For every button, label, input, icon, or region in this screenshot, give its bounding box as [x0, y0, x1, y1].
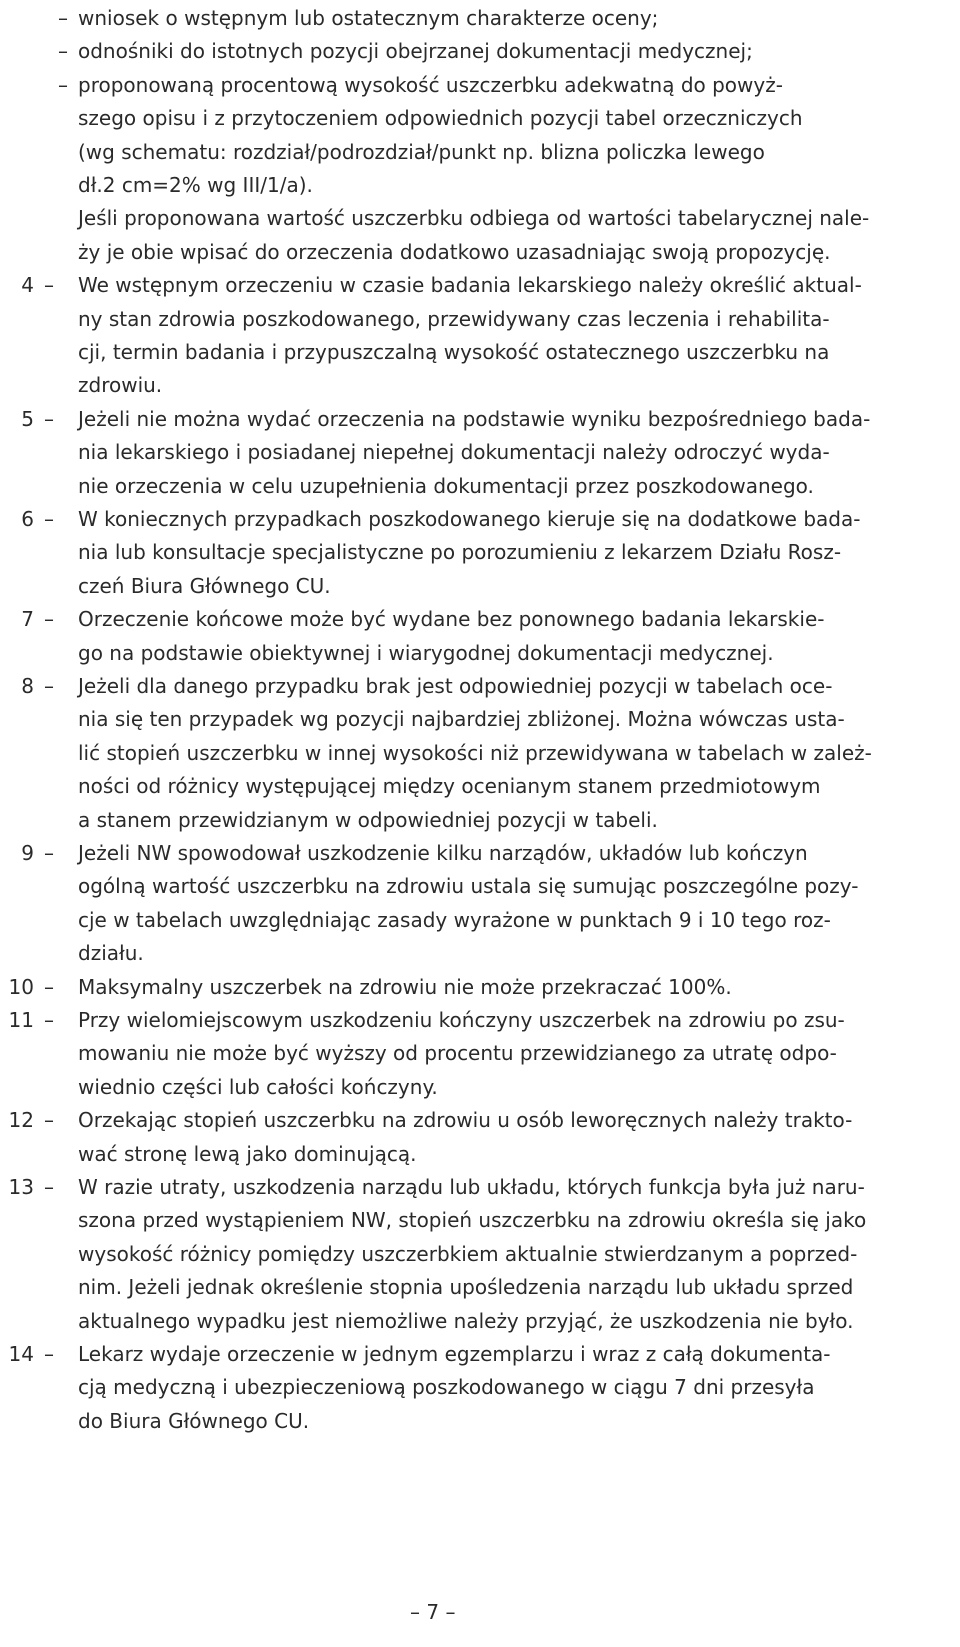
- text-line: [0, 1071, 960, 1104]
- item-number: 14: [8, 1342, 34, 1366]
- line-text: cje w tabelach uwzględniając zasady wyrażone w punktach 9 i 10 tego roz-: [78, 907, 831, 932]
- line-text: nia się ten przypadek wg pozycji najbardziej zbliżonej. Można wówczas usta-: [78, 707, 845, 732]
- line-text: proponowaną procentową wysokość uszczerbku adekwatną do powyż-: [78, 72, 783, 97]
- text-line: [0, 1305, 960, 1338]
- text-line: [0, 403, 960, 436]
- text-line: [0, 1104, 960, 1137]
- item-number: 5: [21, 406, 34, 431]
- line-text: Orzeczenie końcowe może być wydane bez ponownego badania lekarskie-: [78, 607, 825, 632]
- text-line: [0, 1204, 960, 1237]
- text-line: [0, 1338, 960, 1371]
- text-line: [0, 603, 960, 636]
- text-line: [0, 937, 960, 970]
- line-text: ności od różnicy występującej między ocenianym stanem przedmiotowym: [78, 774, 821, 799]
- text-line: [0, 1238, 960, 1271]
- line-text: dł.2 cm=2% wg III/1/a).: [78, 173, 313, 197]
- line-text: nia lub konsultacje specjalistyczne po porozumieniu z lekarzem Działu Rosz-: [78, 540, 842, 565]
- line-text: czeń Biura Głównego CU.: [78, 573, 331, 598]
- text-line: [0, 102, 960, 135]
- line-text: lić stopień uszczerbku w innej wysokości niż przewidywana w tabelach w zależ-: [78, 740, 872, 765]
- line-text: odnośniki do istotnych pozycji obejrzanej dokumentacji medycznej;: [78, 39, 753, 64]
- item-dash: –: [44, 1108, 54, 1133]
- line-text: cji, termin badania i przypuszczalną wysokość ostatecznego uszczerbku na: [78, 340, 830, 364]
- text-line: [0, 870, 960, 903]
- text-line: [0, 737, 960, 770]
- line-text: działu.: [78, 941, 144, 966]
- item-dash: –: [44, 1008, 54, 1032]
- line-text: cją medyczną i ubezpieczeniową poszkodowanego w ciągu 7 dni przesyła: [78, 1375, 815, 1400]
- line-text: ży je obie wpisać do orzeczenia dodatkowo uzasadniając swoją propozycję.: [78, 239, 831, 264]
- item-dash: –: [58, 6, 68, 30]
- line-text: Jeżeli dla danego przypadku brak jest odpowiedniej pozycji w tabelach oce-: [78, 674, 833, 698]
- text-line: [0, 770, 960, 803]
- item-dash: –: [44, 1342, 54, 1366]
- text-line: [0, 703, 960, 736]
- text-line: [0, 69, 960, 102]
- line-text: W koniecznych przypadkach poszkodowanego kieruje się na dodatkowe bada-: [78, 507, 861, 531]
- line-text: nim. Jeżeli jednak określenie stopnia upośledzenia narządu lub układu sprzed: [78, 1275, 854, 1300]
- text-line: [0, 35, 960, 68]
- item-dash: –: [58, 72, 68, 97]
- line-text: nie orzeczenia w celu uzupełnienia dokumentacji przez poszkodowanego.: [78, 473, 814, 498]
- text-line: [0, 1405, 960, 1438]
- text-line: [0, 1004, 960, 1037]
- text-line: [0, 1037, 960, 1070]
- text-line: [0, 804, 960, 837]
- line-text: zdrowiu.: [78, 373, 163, 398]
- line-text: Jeśli proponowana wartość uszczerbku odbiega od wartości tabelarycznej nale-: [78, 206, 870, 231]
- item-number: 6: [21, 507, 34, 531]
- item-number: 4: [21, 273, 34, 298]
- text-line: [0, 570, 960, 603]
- text-line: [0, 202, 960, 235]
- item-number: 12: [8, 1108, 34, 1133]
- text-line: [0, 369, 960, 402]
- line-text: wysokość różnicy pomiędzy uszczerbkiem aktualnie stwierdzanym a poprzed-: [78, 1241, 858, 1266]
- item-dash: –: [44, 406, 54, 431]
- line-text: Przy wielomiejscowym uszkodzeniu kończyny uszczerbek na zdrowiu po zsu-: [78, 1008, 845, 1032]
- text-line: [0, 536, 960, 569]
- text-line: [0, 2, 960, 35]
- line-text: aktualnego wypadku jest niemożliwe należy przyjąć, że uszkodzenia nie było.: [78, 1308, 854, 1333]
- line-text: W razie utraty, uszkodzenia narządu lub układu, których funkcja była już naru-: [78, 1175, 865, 1199]
- line-text: Jeżeli NW spowodował uszkodzenie kilku narządów, układów lub kończyn: [78, 841, 808, 865]
- line-text: a stanem przewidzianym w odpowiedniej pozycji w tabeli.: [78, 807, 658, 832]
- text-line: [0, 470, 960, 503]
- item-dash: –: [44, 841, 54, 865]
- line-text: Orzekając stopień uszczerbku na zdrowiu u osób leworęcznych należy trakto-: [78, 1108, 853, 1133]
- line-text: szona przed wystąpieniem NW, stopień uszczerbku na zdrowiu określa się jako: [78, 1208, 867, 1233]
- text-line: [0, 637, 960, 670]
- item-dash: –: [58, 39, 68, 64]
- item-number: 11: [8, 1008, 34, 1032]
- item-number: 10: [8, 974, 34, 999]
- text-line: [0, 303, 960, 336]
- page-number: – 7 –: [410, 1600, 456, 1624]
- item-number: 9: [21, 841, 34, 865]
- line-text: szego opisu i z przytoczeniem odpowiednich pozycji tabel orzeczniczych: [78, 106, 803, 131]
- line-text: wiednio części lub całości kończyny.: [78, 1074, 438, 1099]
- line-text: ogólną wartość uszczerbku na zdrowiu ustala się sumując poszczególne pozy-: [78, 874, 859, 899]
- text-line: [0, 236, 960, 269]
- item-dash: –: [44, 607, 54, 632]
- text-line: [0, 436, 960, 469]
- line-text: do Biura Głównego CU.: [78, 1408, 310, 1433]
- item-number: 8: [21, 674, 34, 698]
- text-line: [0, 904, 960, 937]
- line-text: nia lekarskiego i posiadanej niepełnej dokumentacji należy odroczyć wyda-: [78, 440, 830, 465]
- text-line: [0, 1171, 960, 1204]
- text-line: [0, 503, 960, 536]
- text-line: [0, 971, 960, 1004]
- item-number: 7: [21, 607, 34, 632]
- line-text: We wstępnym orzeczeniu w czasie badania lekarskiego należy określić aktual-: [78, 273, 862, 298]
- text-line: [0, 837, 960, 870]
- line-text: Jeżeli nie można wydać orzeczenia na podstawie wyniku bezpośredniego bada-: [78, 406, 871, 431]
- text-line: [0, 1138, 960, 1171]
- line-text: (wg schematu: rozdział/podrozdział/punkt np. blizna policzka lewego: [78, 139, 765, 164]
- item-dash: –: [44, 674, 54, 698]
- item-dash: –: [44, 507, 54, 531]
- text-line: [0, 1271, 960, 1304]
- line-text: Maksymalny uszczerbek na zdrowiu nie może przekraczać 100%.: [78, 974, 732, 999]
- item-dash: –: [44, 273, 54, 298]
- text-line: [0, 670, 960, 703]
- line-text: go na podstawie obiektywnej i wiarygodnej dokumentacji medycznej.: [78, 640, 774, 665]
- line-text: ny stan zdrowia poszkodowanego, przewidywany czas leczenia i rehabilita-: [78, 306, 830, 331]
- line-text: wać stronę lewą jako dominującą.: [78, 1141, 417, 1166]
- text-line: [0, 269, 960, 302]
- line-text: Lekarz wydaje orzeczenie w jednym egzemplarzu i wraz z całą dokumenta-: [78, 1342, 831, 1366]
- item-dash: –: [44, 1175, 54, 1199]
- line-text: mowaniu nie może być wyższy od procentu przewidzianego za utratę odpo-: [78, 1041, 837, 1066]
- text-line: [0, 169, 960, 202]
- text-line: [0, 136, 960, 169]
- item-number: 13: [8, 1175, 34, 1199]
- text-line: [0, 1371, 960, 1404]
- line-text: wniosek o wstępnym lub ostatecznym charakterze oceny;: [78, 6, 659, 30]
- item-dash: –: [44, 974, 54, 999]
- text-line: [0, 336, 960, 369]
